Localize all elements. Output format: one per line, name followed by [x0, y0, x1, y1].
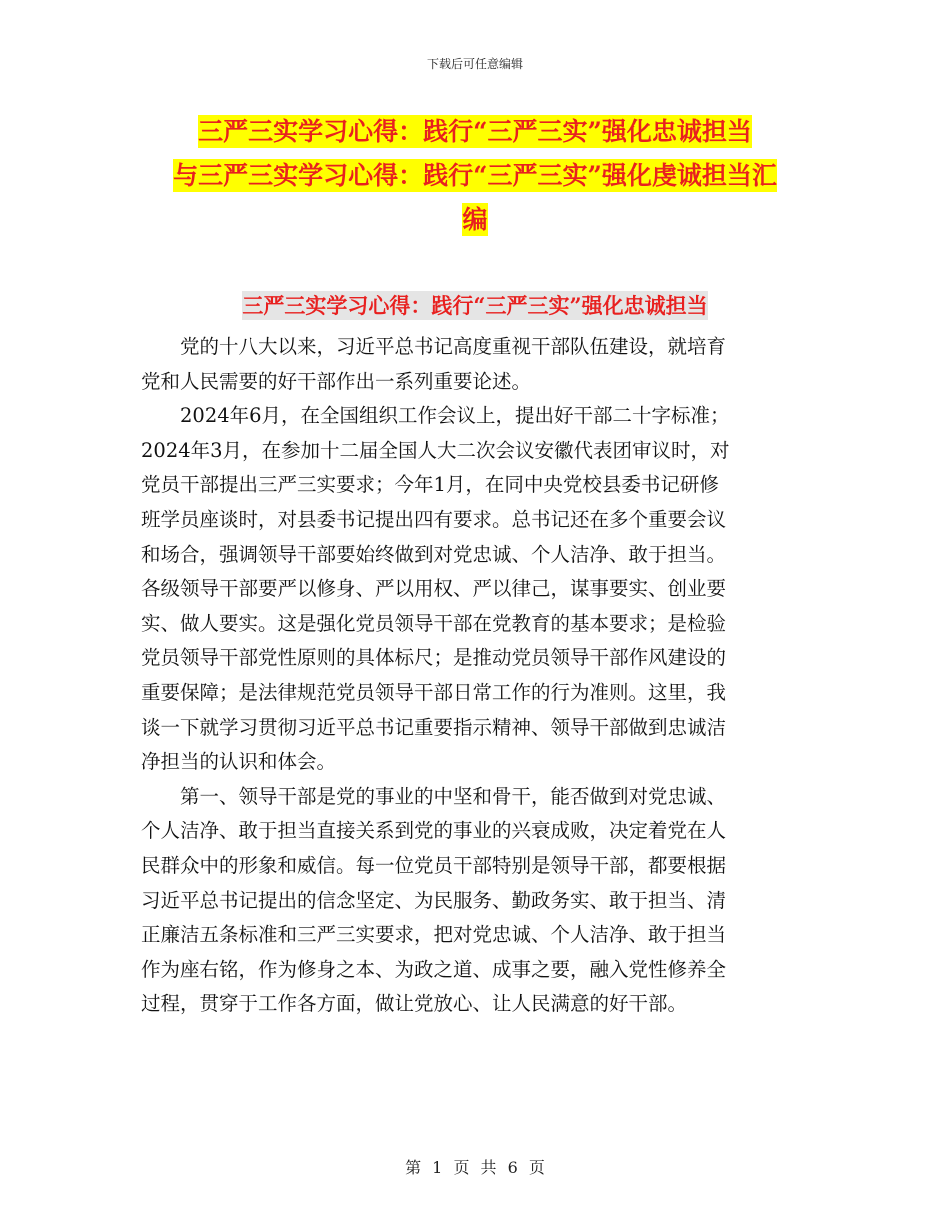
section-title	[0, 290, 950, 320]
page-footer: 第 1 页 共 6 页	[405, 1158, 545, 1177]
header-note: 下载后可任意编辑	[426, 57, 523, 71]
section-title-text: 三严三实学习心得：践行“三严三实”强化忠诚担当	[242, 293, 708, 318]
document-title	[140, 110, 810, 242]
paragraph-3: 第一、领导干部是党的事业的中坚和骨干，能否做到对党忠诚、 个人洁净、敢于担当直接关系到党的事业的兴衰成败，决定着党在人 民群众中的形象和威信。每一位党员干部特别是领导干部，都要根据 习近平总书记提出的信念坚定、为民服务、勤政务实、敢于担当、清 正廉洁五条标准和三严三实要求，把对党忠诚、个人洁净、敢于担当 作为座右铭，作为修身之本、为政之道、成事之要，融入党性修养全 过程，贯穿于工作各方面，做让党放心、让人民满意的好干部。	[141, 784, 727, 1016]
title-line-2-text: 与三严三实学习心得：践行“三严三实”强化虔诚担当汇	[173, 161, 777, 190]
title-line-3	[140, 198, 810, 242]
paragraph-1: 党的十八大以来，习近平总书记高度重视干部队伍建设，就培育 党和人民需要的好干部作出一系列重要论述。	[141, 335, 727, 393]
paragraph-2: 2024年6月，在全国组织工作会议上，提出好干部二十字标准； 2024年3月，在参加十二届全国人大二次会议安徽代表团审议时，对 党员干部提出三严三实要求；今年1月，在同中央党校县委书记研修 班学员座谈时，对县委书记提出四有要求。总书记还在多个重要会议 和场合，强调领导干部要始终做到对党忠诚、个人洁净、敢于担当。 各级领导干部要严以修身、严以用权、严以律己，谋事要实、创业要 实、做人要实。这是强化党员领导干部在党教育的基本要求；是检验 党员领导干部党性原则的具体标尺；是推动党员领导干部作风建设的 重要保障；是法律规范党员领导干部日常工作的行为准则。这里，我 谈一下就学习贯彻习近平总书记重要指示精神、领导干部做到忠诚洁 净担当的认识和体会。	[141, 404, 730, 774]
title-line-1-text: 三严三实学习心得：践行“三严三实”强化忠诚担当	[198, 117, 752, 146]
title-line-3-text: 编	[462, 205, 488, 234]
title-line-2	[140, 154, 810, 198]
document-body	[141, 330, 809, 1022]
title-line-1	[140, 110, 810, 154]
